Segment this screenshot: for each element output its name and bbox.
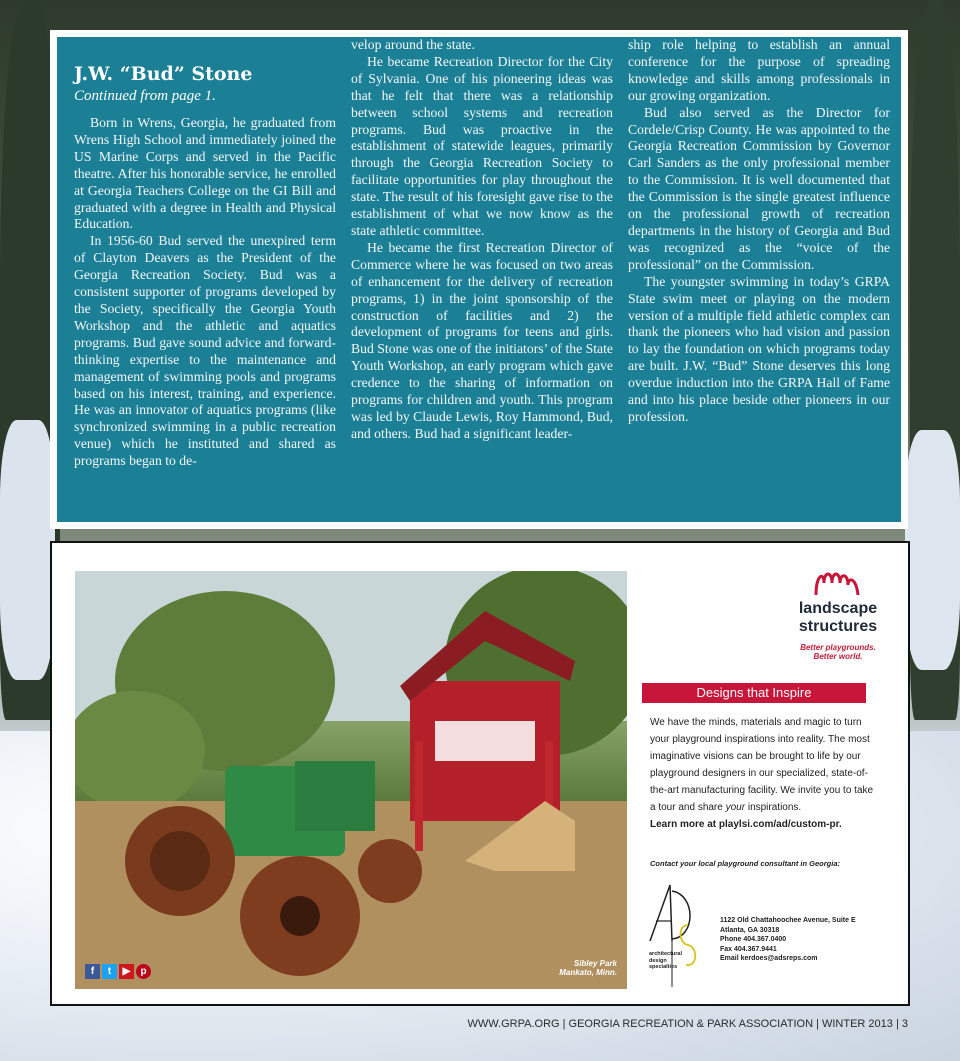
ad-headline: Designs that Inspire xyxy=(642,683,866,703)
photo-caption xyxy=(559,959,617,977)
facebook-icon[interactable]: f xyxy=(85,964,100,979)
email-link[interactable]: Email kerdoes@adsreps.com xyxy=(720,955,818,962)
article-continued-note: Continued from page 1. xyxy=(74,88,216,104)
ads-sub-line: specialties xyxy=(649,964,678,970)
caption-line: Mankato, Minn. xyxy=(559,968,617,977)
article-body xyxy=(57,37,901,522)
learn-more-link[interactable]: Learn more at playlsi.com/ad/custom-pr. xyxy=(650,819,842,830)
ads-subtitle xyxy=(649,951,699,971)
brand-name-line2: structures xyxy=(798,618,878,635)
paragraph: He became the first Recreation Director of Commerce where he was focused on two areas of enhancement for the delivery of recreation programs, 1) in the joint sponsorship of the construction of facilities and 2) the development of programs for teens and girls. Bud Stone was one of the initiators’ of the State Youth Workshop, an early program which gave credence to the sharing of information on programs for children and youth. This program was led by Claude Lewis, Roy Hammond, Bud, and others. Bud had a significant leader- xyxy=(351,239,613,441)
ads-logo xyxy=(642,881,712,991)
caption-line: Sibley Park xyxy=(573,959,617,968)
advertisement xyxy=(50,541,910,1006)
ad-body-text xyxy=(650,714,876,833)
page-footer: WWW.GRPA.ORG | GEORGIA RECREATION & PARK ASSOCIATION | WINTER 2013 | 3 xyxy=(467,1018,908,1030)
twitter-icon[interactable]: t xyxy=(102,964,117,979)
article-column-3 xyxy=(628,37,890,426)
brand-mark-icon xyxy=(812,567,864,599)
contact-address xyxy=(720,916,890,964)
playground-illustration xyxy=(75,571,627,989)
tagline-line: Better playgrounds. xyxy=(800,643,876,652)
address-line: 1122 Old Chattahoochee Avenue, Suite E xyxy=(720,917,856,924)
paragraph-continued: velop around the state. xyxy=(351,37,475,52)
paragraph: He became Recreation Director for the City of Sylvania. One of his pioneering ideas was that he felt that there was a relationship between school systems and recreation programs. Bud was proactive in the establishment of statewide leagues, primarily through the Georgia Recreation Society to facilitate opportunities for play throughout the state. The result of his foresight gave rise to the establishment of what we now know as the state athletic committee. xyxy=(351,53,613,238)
article-column-2 xyxy=(351,37,613,443)
body-text: We have the minds, materials and magic to turn your playground inspirations into reality. The most imaginative visions can be brought to life by our playground designers in our specialized, state-of-the-art manufacturing facility. We invite you to take a tour and share xyxy=(650,717,874,813)
phone-line: Phone 404.367.0400 xyxy=(720,936,787,943)
article-title: J.W. “Bud” Stone xyxy=(74,63,253,85)
landscape-structures-logo xyxy=(778,567,898,661)
article-column-1 xyxy=(74,59,336,470)
brand-name-line1: landscape xyxy=(798,600,878,617)
paragraph: Born in Wrens, Georgia, he graduated from Wrens High School and immediately joined the US Marine Corps and served in the Pacific theatre. After his honorable service, he enrolled at Georgia Teachers College on the GI Bill and graduated with a degree in Health and Physical Education. xyxy=(74,115,336,232)
pinterest-icon[interactable]: p xyxy=(136,964,151,979)
body-text: inspirations. xyxy=(745,802,802,813)
article-panel xyxy=(50,30,908,529)
paragraph: Bud also served as the Director for Cordele/Crisp County. He was appointed to the Georgia Recreation Commission by Governor Carl Sanders as the only professional member to the Commission. It is well documented that the Commission is the single greatest influence on the professional growth of recreation departments in the history of Georgia and Bud was recognized as the “voice of the professional” on the Commission. xyxy=(628,104,890,272)
ads-sub-line: architectural xyxy=(649,951,683,957)
paragraph-continued: ship role helping to establish an annual conference for the purpose of spreading knowledge and skills among professionals in our growing organization. xyxy=(628,37,890,103)
brand-tagline xyxy=(778,643,898,661)
ads-monogram-icon xyxy=(642,881,712,991)
fax-line: Fax 404.367.9441 xyxy=(720,945,777,953)
tagline-line: Better world. xyxy=(813,652,863,661)
paragraph: The youngster swimming in today’s GRPA State swim meet or playing on the modern version of a multiple field athletic complex can thank the pioneers who had vision and passion to lay the foundation on which programs today are built. J.W. “Bud” Stone deserves this long overdue induction into the GRPA Hall of Fame and into his place beside other pioneers in our profession. xyxy=(628,273,890,424)
address-line: Atlanta, GA 30318 xyxy=(720,926,780,934)
paragraph: In 1956-60 Bud served the unexpired term of Clayton Deavers as the President of the Georgia Recreation Society. Bud was a consistent supporter of programs developed by the Society, specifically the Georgia Youth Workshop and the athletic and aquatics programs. Bud gave sound advice and forward-thinking expertise to the maintenance and management of swimming pools and programs based on his interest, training, and experience. He was an innovator of aquatics programs (like synchronized swimming in a public recreation venue) which he instituted and shared as programs began to de- xyxy=(74,233,336,469)
ads-sub-line: design xyxy=(649,957,667,964)
youtube-icon[interactable]: ▶ xyxy=(119,964,134,979)
social-icons xyxy=(85,964,151,979)
body-emphasis: your xyxy=(725,802,746,813)
playground-photo xyxy=(75,571,627,989)
contact-note: Contact your local playground consultant in Georgia: xyxy=(650,859,841,868)
